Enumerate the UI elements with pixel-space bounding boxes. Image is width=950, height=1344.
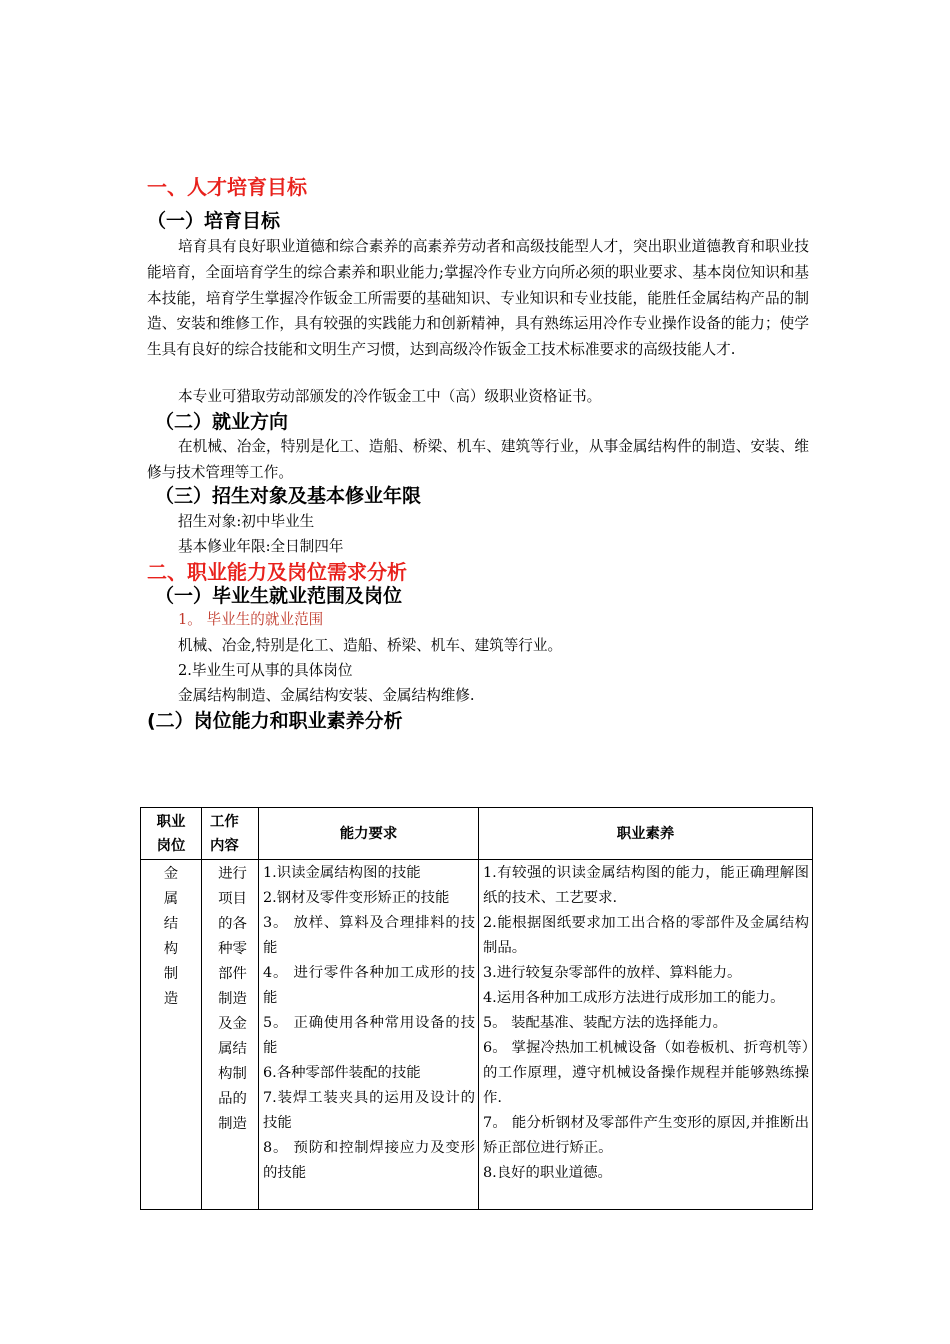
quality-item: 6。 掌握冷热加工机械设备（如卷板机、折弯机等）的工作原理，遵守机械设备操作规程并能够熟练操作.: [483, 1040, 809, 1106]
quality-item: 1.有较强的识读金属结构图的能力，能正确理解图纸的技术、工艺要求.: [483, 865, 809, 906]
enrollment-target: 招生对象:初中毕业生: [178, 513, 315, 530]
work-content-cell: 进行项目的各种零部件制造及金属结构制品的制造: [202, 860, 259, 1210]
subsection-2-1-title: （一）毕业生就业范围及岗位: [155, 585, 403, 607]
quality-item: 3.进行较复杂零部件的放样、算料能力。: [483, 965, 742, 981]
header-professional-quality: 职业素养: [479, 808, 813, 860]
ability-item: 6.各种零部件装配的技能: [263, 1065, 421, 1081]
study-duration: 基本修业年限:全日制四年: [178, 538, 344, 555]
quality-item: 2.能根据图纸要求加工出合格的零部件及金属结构制品。: [483, 915, 809, 956]
employment-scope-text: 机械、冶金,特别是化工、造船、桥梁、机车、建筑等行业。: [178, 637, 563, 654]
ability-item: 1.识读金属结构图的技能: [263, 865, 421, 881]
ability-analysis-table: [140, 807, 813, 1210]
subsection-1-3-title: （三）招生对象及基本修业年限: [155, 485, 422, 507]
quality-item: 4.运用各种加工成形方法进行成形加工的能力。: [483, 990, 785, 1006]
quality-item: 8.良好的职业道德。: [483, 1165, 612, 1181]
positions-heading: 2.毕业生可从事的具体岗位: [178, 662, 353, 679]
ability-item: 2.钢材及零件变形矫正的技能: [263, 890, 450, 906]
ability-item: 5。 正确使用各种常用设备的技能: [263, 1015, 475, 1056]
quality-item: 7。 能分析钢材及零部件产生变形的原因,并推断出矫正部位进行矫正。: [483, 1115, 809, 1156]
quality-item: 5。 装配基准、装配方法的选择能力。: [483, 1015, 727, 1031]
certificate-paragraph: 本专业可猎取劳动部颁发的冷作钣金工中（高）级职业资格证书。: [178, 388, 602, 405]
header-post: 职业岗位: [141, 808, 202, 860]
professional-quality-cell: [479, 860, 813, 1210]
header-work-content: 工作内容: [202, 808, 259, 860]
subsection-2-2-title: (二）岗位能力和职业素养分析: [147, 710, 403, 732]
header-ability-requirements: 能力要求: [259, 808, 479, 860]
subsection-1-1-title: （一）培育目标: [147, 210, 281, 232]
employment-direction-paragraph: 在机械、冶金，特别是化工、造船、桥梁、机车、建筑等行业，从事金属结构件的制造、安装、维修与技术管理等工作。: [147, 438, 809, 481]
post-cell: 金属结构制造: [141, 860, 202, 1210]
ability-item: 7.装焊工装夹具的运用及设计的技能: [263, 1090, 475, 1131]
subsection-1-2-title: （二）就业方向: [155, 411, 289, 433]
employment-scope-heading: 1。 毕业生的就业范围: [178, 611, 324, 628]
table-header-row: [141, 808, 813, 860]
ability-item: 3。 放样、算料及合理排料的技能: [263, 915, 475, 956]
positions-text: 金属结构制造、金属结构安装、金属结构维修.: [178, 687, 475, 704]
section-2-title: 二、职业能力及岗位需求分析: [147, 560, 407, 584]
table-row: [141, 860, 813, 1210]
ability-item: 8。 预防和控制焊接应力及变形的技能: [263, 1140, 475, 1181]
training-goal-paragraph: 培育具有良好职业道德和综合素养的高素养劳动者和高级技能型人才，突出职业道德教育和职业技能培育，全面培育学生的综合素养和职业能力;掌握冷作专业方向所必须的职业要求、基本岗位知识和基本技能，培育学生掌握冷作钣金工所需要的基础知识、专业知识和专业技能，能胜任金属结构产品的制造、安装和维修工作，具有较强的实践能力和创新精神，具有熟练运用冷作专业操作设备的能力；使学生具有良好的综合技能和文明生产习惯，达到高级冷作钣金工技术标准要求的高级技能人才.: [147, 238, 809, 359]
ability-item: 4。 进行零件各种加工成形的技能: [263, 965, 475, 1006]
ability-requirements-cell: [259, 860, 479, 1210]
section-1-title: 一、人才培育目标: [147, 175, 307, 199]
